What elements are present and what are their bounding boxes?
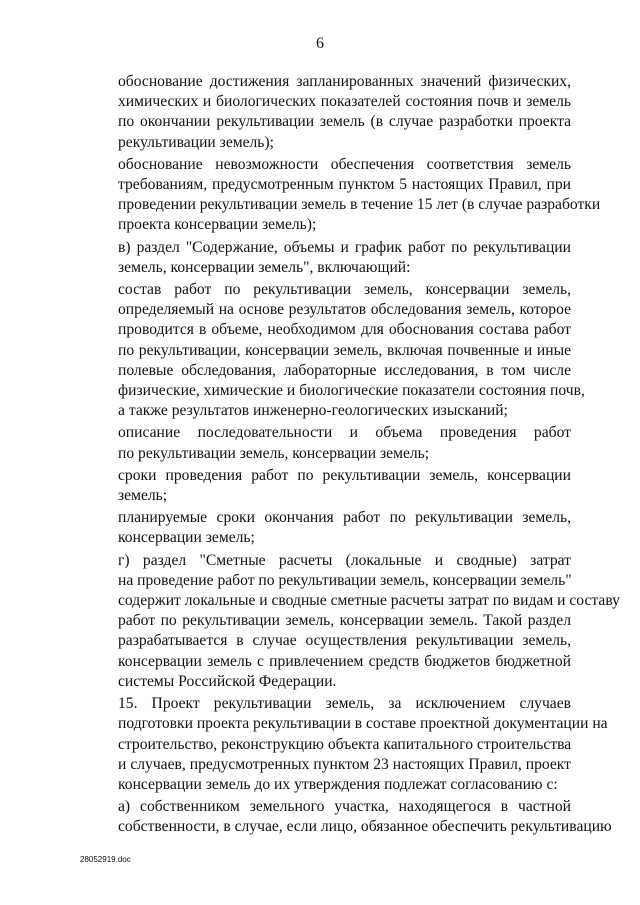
paragraph — [80, 280, 585, 421]
page-number: 6 — [316, 35, 324, 52]
footer-filename: 28052919.doc — [80, 855, 131, 864]
text-line: консервации земель с привлечением средств бюджетов бюджетной — [118, 652, 571, 670]
text-line: системы Российской Федерации. — [118, 672, 337, 690]
text-line: проекта консервации земель); — [118, 216, 317, 234]
paragraph — [80, 508, 571, 548]
text-line: 15. Проект рекультивации земель, за исключением случаев — [118, 695, 571, 713]
paragraph — [80, 694, 608, 795]
text-line: строительство, реконструкцию объекта капитального строительства — [118, 735, 572, 753]
text-line: по рекультивации земель, консервации земель; — [118, 444, 430, 462]
text-line: по рекультивации, консервации земель, включая почвенные и иные — [118, 341, 571, 359]
text-line: состав работ по рекультивации земель, консервации земель, — [118, 281, 571, 299]
paragraph — [80, 797, 612, 837]
text-line: земель, консервации земель", включающий: — [118, 258, 411, 276]
text-line: земель; — [118, 487, 168, 505]
document-body — [80, 72, 620, 840]
text-line: на проведение работ по рекультивации земель, консервации земель" — [118, 571, 572, 589]
paragraph — [80, 423, 571, 463]
text-line: требованиям, предусмотренным пунктом 5 настоящих Правил, при — [118, 176, 571, 194]
text-line: химических и биологических показателей состояния почв и земель — [118, 93, 571, 111]
text-line: определяемый на основе результатов обследования земель, которое — [118, 301, 571, 319]
text-line: консервации земель; — [118, 529, 255, 547]
text-line: полевые обследования, лабораторные исследования, в том числе — [118, 361, 571, 379]
paragraph — [80, 551, 620, 692]
text-line: а) собственником земельного участка, находящегося в частной — [118, 798, 571, 816]
text-line: обоснование достижения запланированных значений физических, — [118, 73, 571, 90]
text-line: планируемые сроки окончания работ по рекультивации земель, — [118, 509, 571, 527]
text-line: разрабатывается в случае осуществления рекультивации земель, — [118, 632, 571, 650]
text-line: проведении рекультивации земель в течение 15 лет (в случае разработки — [118, 196, 601, 214]
paragraph — [80, 466, 571, 506]
text-line: обоснование невозможности обеспечения соответствия земель — [118, 155, 571, 173]
paragraph — [80, 155, 601, 236]
text-line: а также результатов инженерно-геологических изысканий; — [118, 402, 508, 420]
text-line: работ по рекультивации земель, консервации земель. Такой раздел — [118, 612, 571, 630]
text-line: проводится в объеме, необходимом для обоснования состава работ — [118, 321, 571, 339]
text-line: и случаев, предусмотренных пунктом 23 настоящих Правил, проект — [118, 755, 571, 773]
text-line: физические, химические и биологические показатели состояния почв, — [118, 382, 585, 400]
text-line: содержит локальные и сводные сметные расчеты затрат по видам и составу — [118, 592, 620, 610]
text-line: в) раздел "Содержание, объемы и график работ по рекультивации — [118, 238, 571, 256]
text-line: собственности, в случае, если лицо, обязанное обеспечить рекультивацию — [118, 818, 612, 836]
text-line: по окончании рекультивации земель (в случае разработки проекта — [118, 113, 571, 131]
text-line: консервации земель до их утверждения подлежат согласованию с: — [118, 775, 558, 793]
paragraph — [80, 238, 571, 278]
text-line: описание последовательности и объема проведения работ — [118, 424, 571, 442]
text-line: сроки проведения работ по рекультивации земель, консервации — [118, 466, 571, 484]
text-line: г) раздел "Сметные расчеты (локальные и сводные) затрат — [118, 551, 571, 569]
paragraph — [80, 72, 571, 153]
text-line: подготовки проекта рекультивации в составе проектной документации на — [118, 715, 608, 733]
text-line: рекультивации земель); — [118, 133, 274, 151]
